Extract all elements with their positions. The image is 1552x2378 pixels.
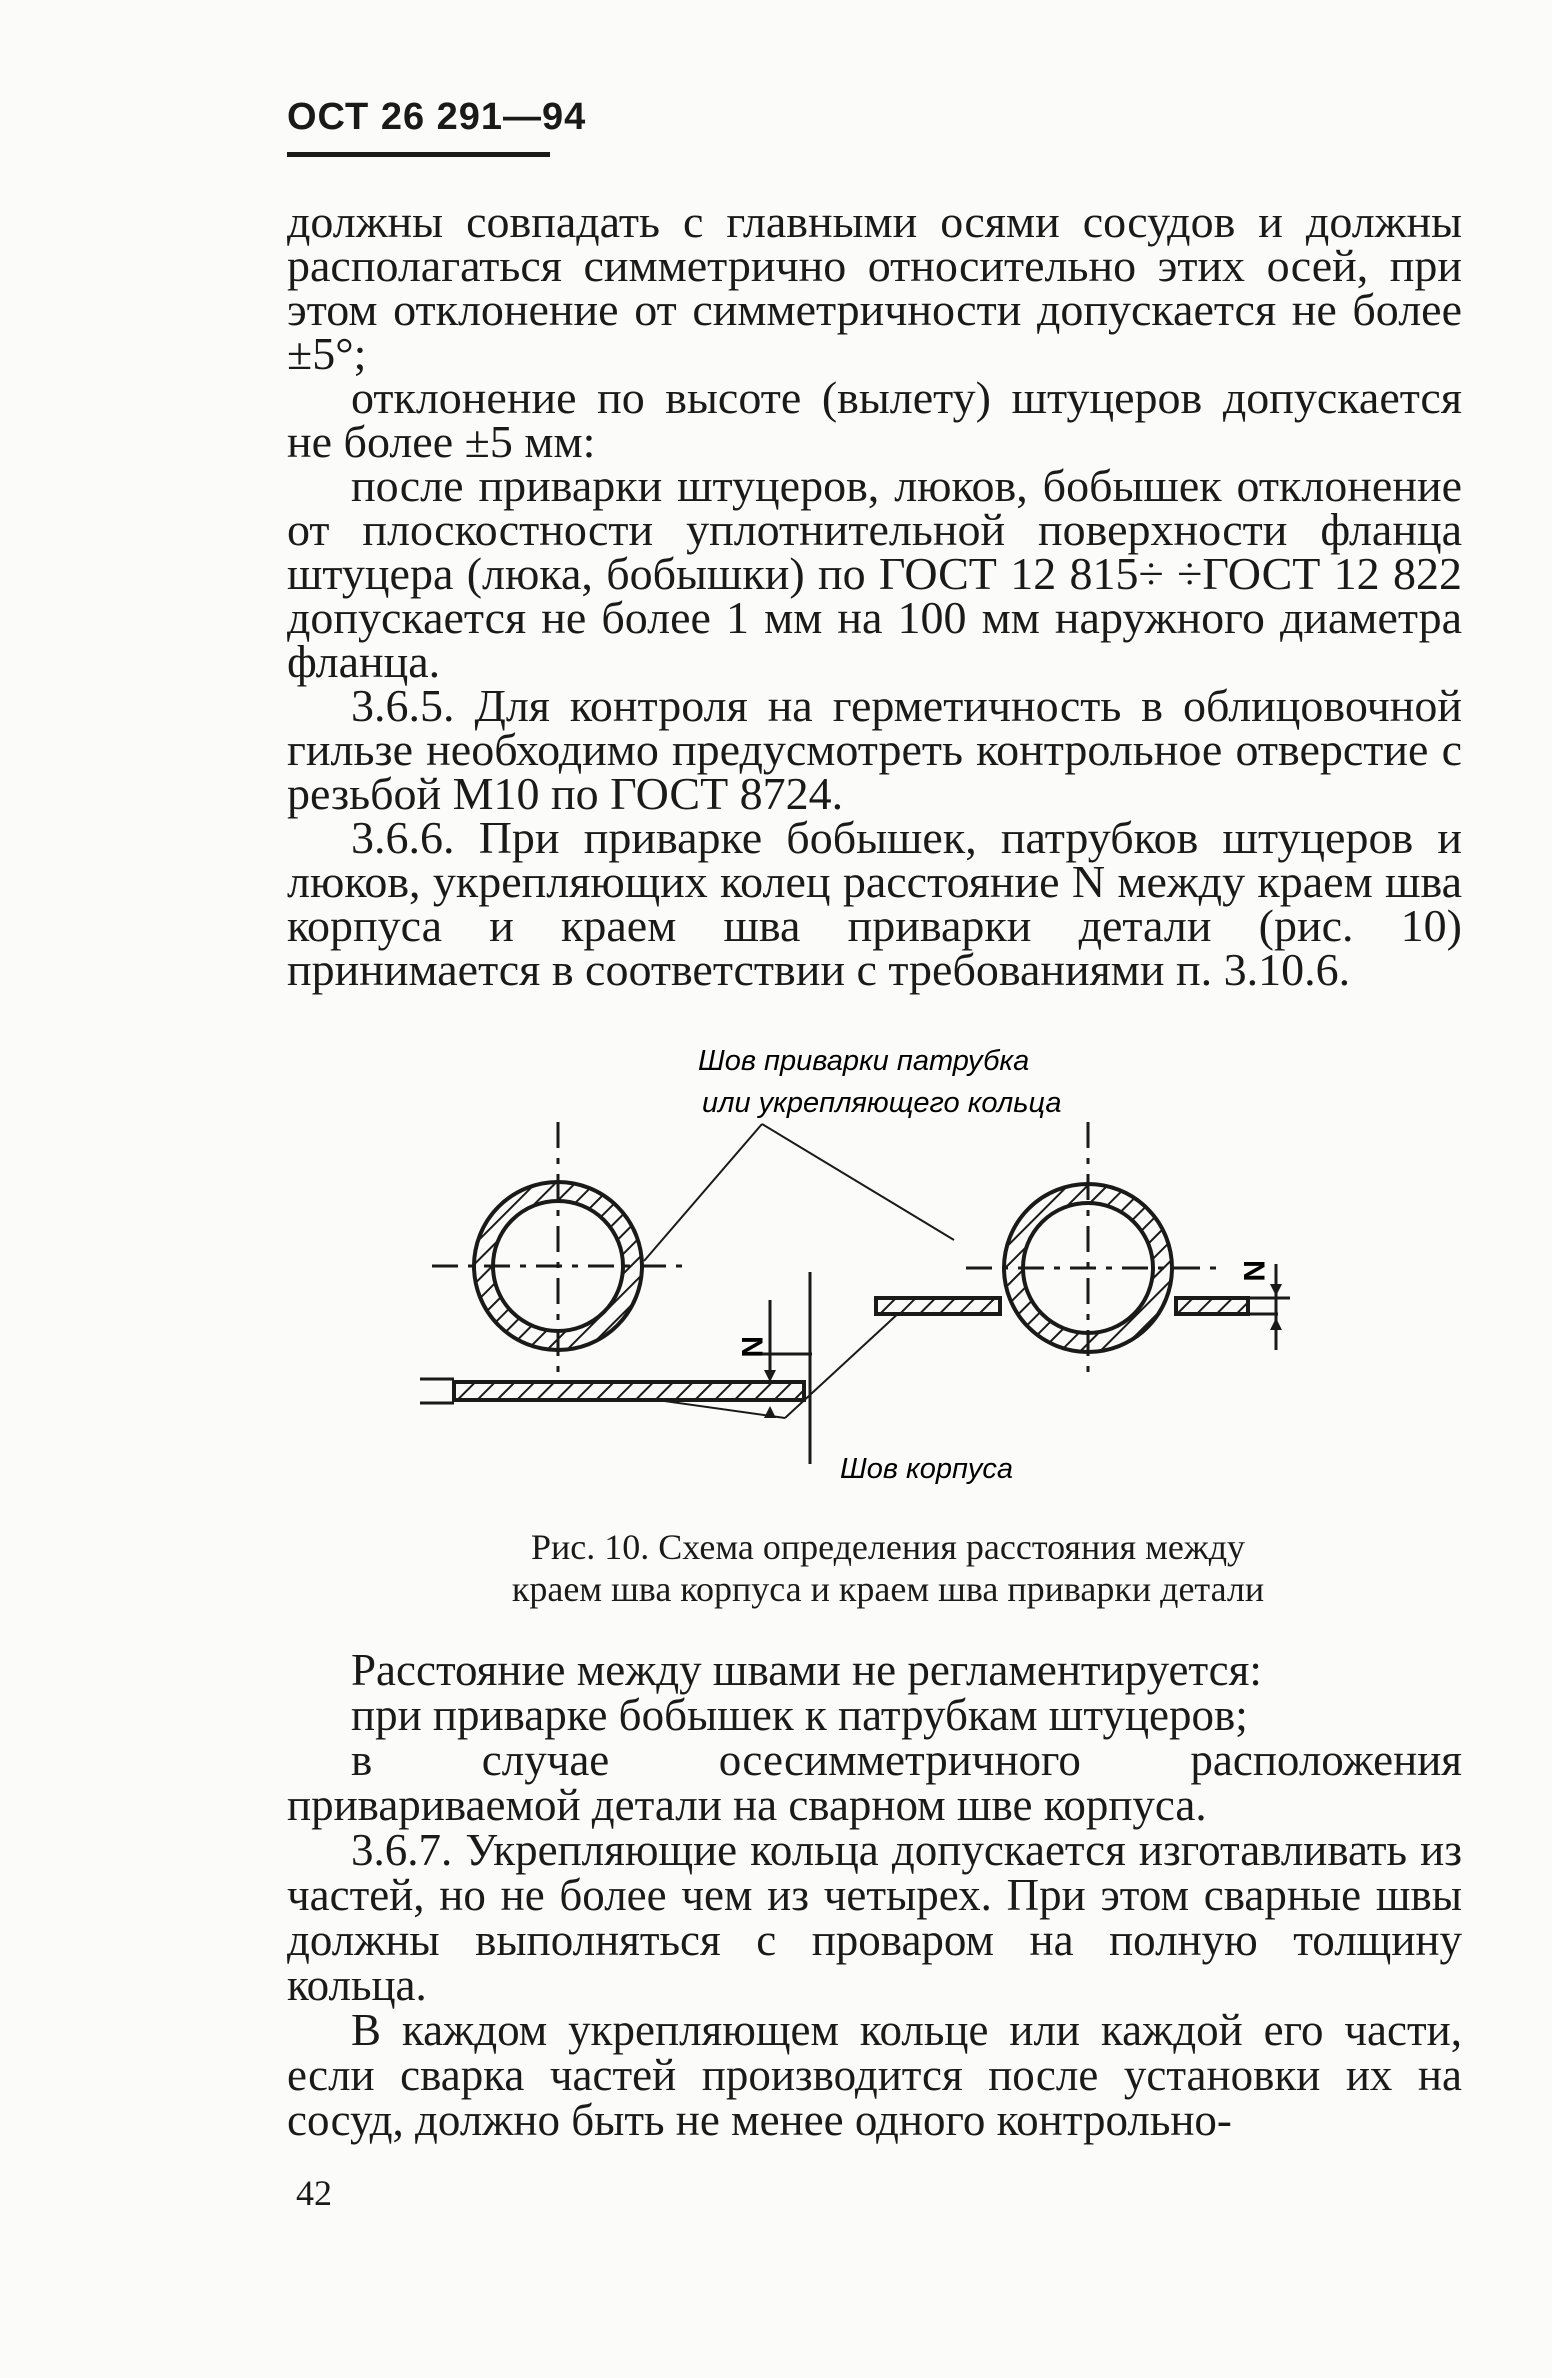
- label-nozzle-weld-line2: или укрепляющего кольца: [702, 1087, 1062, 1119]
- text-block-bottom: [287, 1645, 1462, 2145]
- text-block-top: [287, 196, 1462, 995]
- label-nozzle-weld-line1: Шов приварки патрубка: [698, 1045, 1030, 1077]
- label-shell-weld: Шов корпуса: [840, 1453, 1014, 1485]
- paragraph-6: Расстояние между швами не регламентируется:: [351, 1645, 1262, 1695]
- document-header: ОСТ 26 291—94: [287, 96, 587, 138]
- header-rule: [287, 152, 550, 157]
- paragraph-10: В каждом укрепляющем кольце или каждой его части, если сварка частей производится после установки их на сосуд, должно быть не менее одного контрольно-: [287, 2005, 1462, 2145]
- paragraph-3: после приварки штуцеров, люков, бобышек отклонение от плоскостности уплотнительной поверхности фланца штуцера (люка, бобышки) по ГОСТ 12 815÷ ÷ГОСТ 12 822 допускается не более 1 мм на 100 мм наружного диаметра фланца.: [287, 460, 1462, 687]
- caption-line-1: Рис. 10. Схема определения расстояния между: [530, 1527, 1246, 1567]
- right-pipe-section: [966, 1122, 1220, 1378]
- paragraph-5: 3.6.6. При приварке бобышек, патрубков штуцеров и люков, укрепляющих колец расстояние N между краем шва корпуса и краем шва приварки детали (рис. 10) принимается в соответствии с требованиями п. 3.10.6.: [287, 812, 1462, 995]
- left-dimension-n: [754, 1272, 812, 1464]
- paragraph-4: 3.6.5. Для контроля на герметичность в облицовочной гильзе необходимо предусмотреть контрольное отверстие с резьбой М10 по ГОСТ 8724.: [287, 680, 1462, 819]
- weld-distance-diagram: [420, 1040, 1320, 1520]
- leader-lines: [600, 1124, 954, 1418]
- paragraph-8: в случае осесимметричного расположения привариваемой детали на сварном шве корпуса.: [287, 1735, 1462, 1830]
- dimension-n-left: N: [735, 1336, 768, 1358]
- paragraph-1: должны совпадать с главными осями сосудов и должны располагаться симметрично относительно этих осей, при этом отклонение от симметричности допускается не более ±5°;: [287, 196, 1462, 379]
- left-pipe-section: [432, 1122, 682, 1376]
- left-shell-plate: [420, 1379, 804, 1403]
- caption-line-2: краем шва корпуса и краем шва приварки детали: [511, 1569, 1265, 1609]
- page-number: 42: [296, 2173, 332, 2213]
- dimension-n-right: N: [1237, 1260, 1270, 1282]
- paragraph-2: отклонение по высоте (вылету) штуцеров допускается не более ±5 мм:: [287, 372, 1462, 467]
- paragraph-9: 3.6.7. Укрепляющие кольца допускается изготавливать из частей, но не более чем из четырех. При этом сварные швы должны выполняться с проваром на полную толщину кольца.: [287, 1825, 1462, 2010]
- paragraph-7: при приварке бобышек к патрубкам штуцеров;: [351, 1690, 1248, 1740]
- figure-caption: [458, 1526, 1318, 1610]
